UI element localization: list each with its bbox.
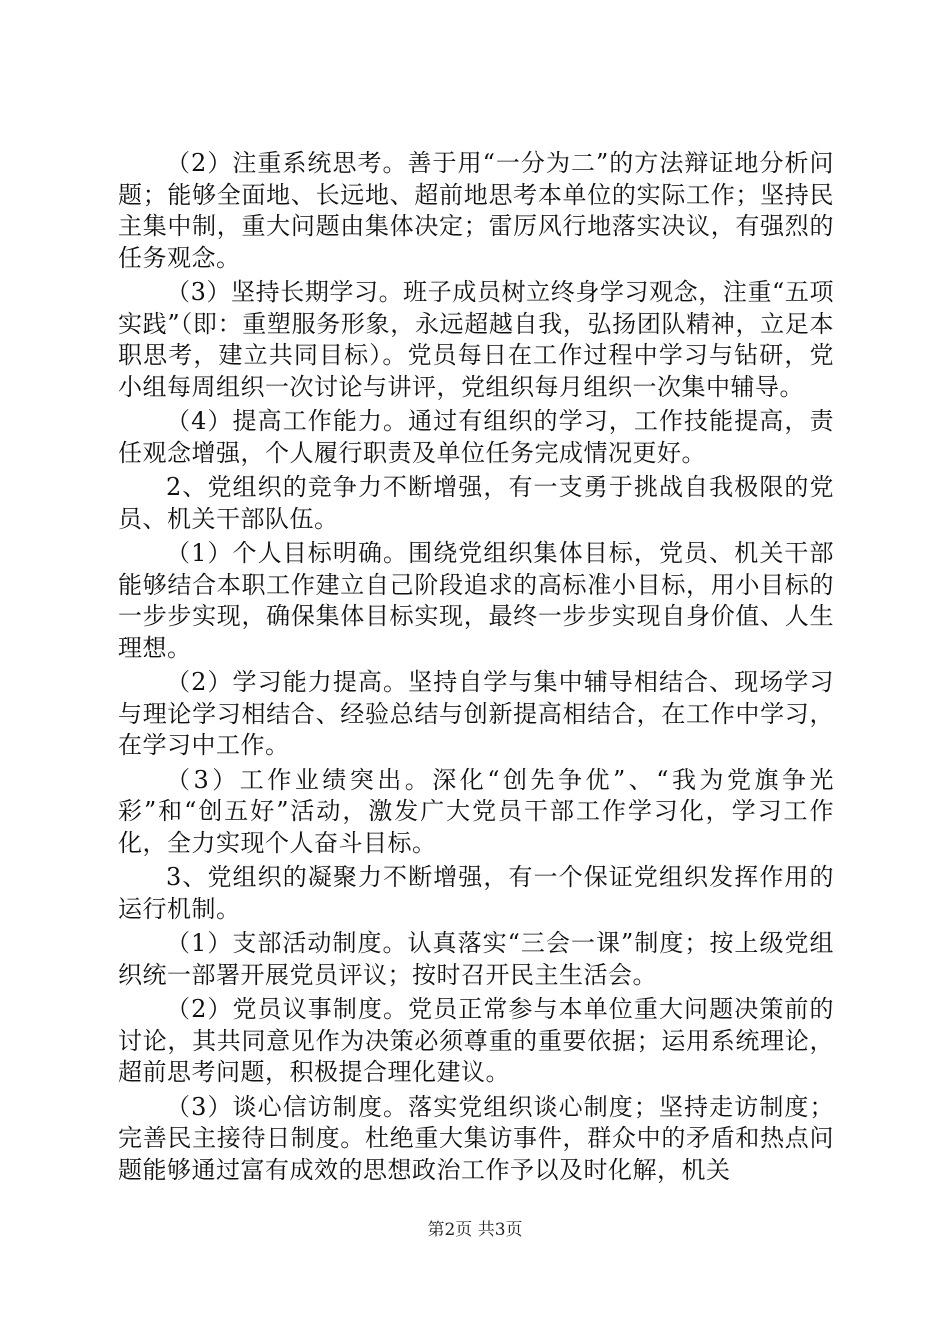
paragraph-7: （3）工作业绩突出。深化“创先争优”、“我为党旗争光彩”和“创五好”活动，激发广大党员干部工作学习化，学习工作化，全力实现个人奋斗目标。 — [118, 765, 834, 857]
paragraph-9: （1）支部活动制度。认真落实“三会一课”制度；按上级党组织统一部署开展党员评议；按时召开民主生活会。 — [118, 929, 834, 989]
paragraph-5: （1）个人目标明确。围绕党组织集体目标，党员、机关干部能够结合本职工作建立自己阶段追求的高标准小目标，用小目标的一步步实现，确保集体目标实现，最终一步步实现自身价值、人生理想。 — [118, 539, 834, 662]
paragraph-1: （2）注重系统思考。善于用“一分为二”的方法辩证地分析问题；能够全面地、长远地、超前地思考本单位的实际工作；坚持民主集中制，重大问题由集体决定；雷厉风行地落实决议，有强烈的任务观念。 — [118, 149, 834, 272]
page-number-footer: 第2页 共3页 — [427, 1220, 523, 1240]
paragraph-6: （2）学习能力提高。坚持自学与集中辅导相结合、现场学习与理论学习相结合、经验总结与创新提高相结合，在工作中学习，在学习中工作。 — [118, 668, 834, 759]
paragraph-2: （3）坚持长期学习。班子成员树立终身学习观念，注重“五项实践”（即：重塑服务形象，永远超越自我，弘扬团队精神，立足本职思考，建立共同目标）。党员每日在工作过程中学习与钻研，党小组每周组织一次讨论与讲评，党组织每月组织一次集中辅导。 — [118, 278, 834, 401]
document-body — [118, 148, 834, 1189]
paragraph-8: 3、党组织的凝聚力不断增强，有一个保证党组织发挥作用的运行机制。 — [118, 863, 834, 923]
paragraph-4: 2、党组织的竞争力不断增强，有一支勇于挑战自我极限的党员、机关干部队伍。 — [118, 473, 834, 533]
paragraph-10: （2）党员议事制度。党员正常参与本单位重大问题决策前的讨论，其共同意见作为决策必须尊重的重要依据；运用系统理论，超前思考问题，积极提合理化建议。 — [118, 995, 834, 1086]
paragraph-3: （4）提高工作能力。通过有组织的学习，工作技能提高，责任观念增强，个人履行职责及单位任务完成情况更好。 — [118, 407, 834, 467]
paragraph-11: （3）谈心信访制度。落实党组织谈心制度；坚持走访制度；完善民主接待日制度。杜绝重大集访事件，群众中的矛盾和热点问题能够通过富有成效的思想政治工作予以及时化解，机关 — [118, 1092, 834, 1184]
